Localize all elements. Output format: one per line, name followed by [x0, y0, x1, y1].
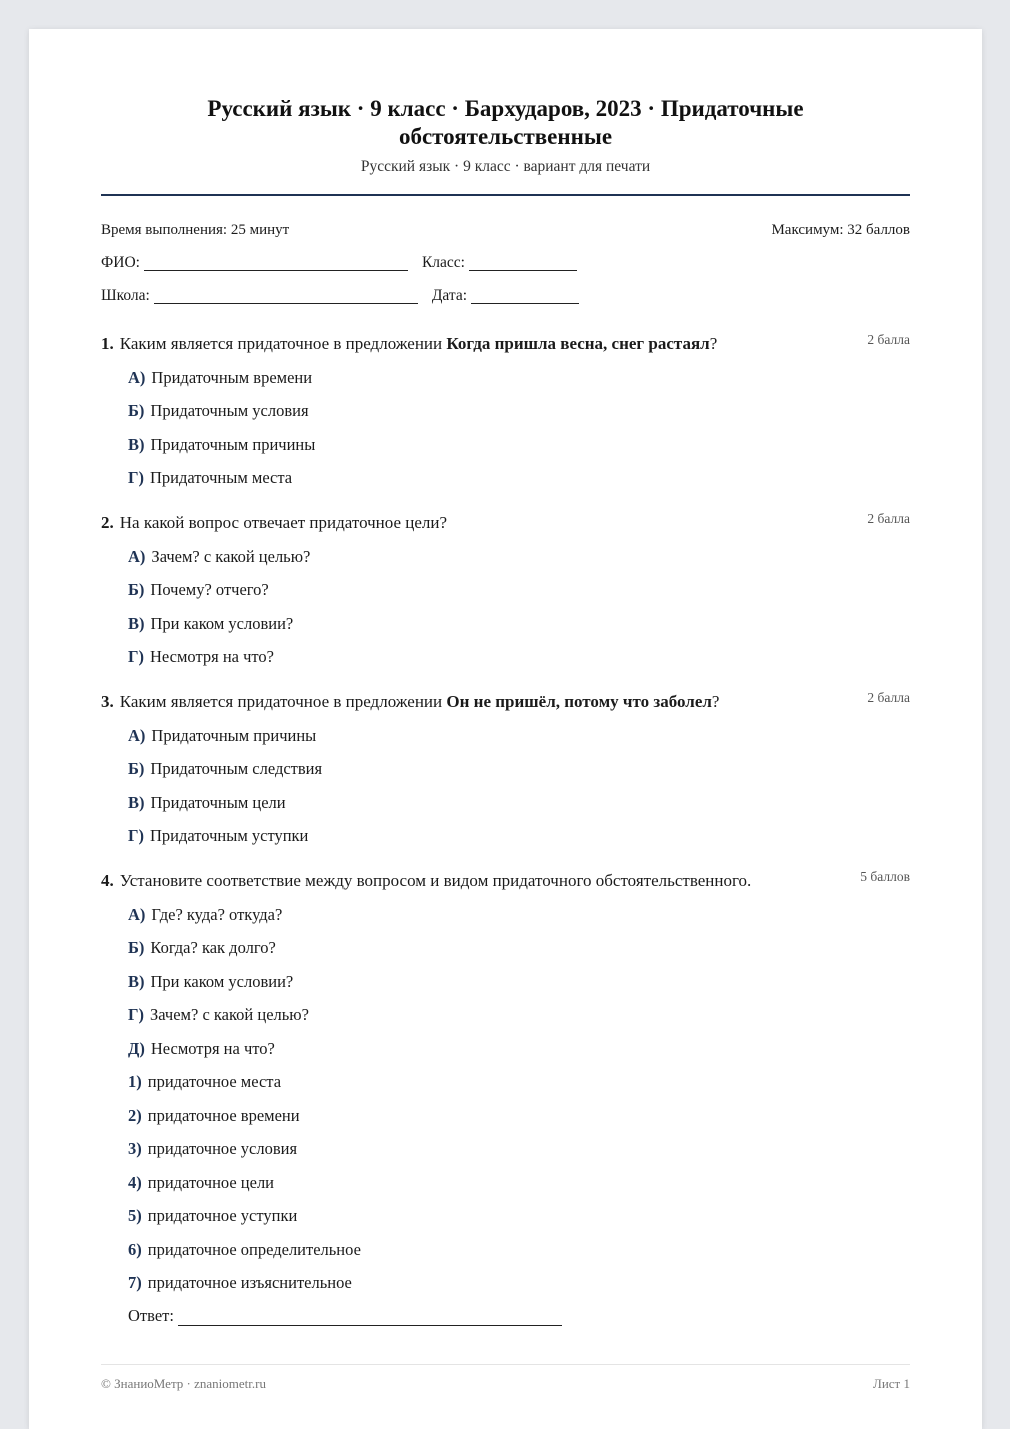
- match-item-2[interactable]: [128, 1106, 910, 1126]
- question-sentence: Когда пришла весна, снег растаял: [446, 334, 710, 353]
- option-text: Придаточным времени: [151, 367, 313, 387]
- option-text: Где? куда? откуда?: [151, 904, 283, 924]
- option-text: Несмотря на что?: [150, 1038, 275, 1058]
- match-item-7[interactable]: [128, 1273, 910, 1293]
- option-letter: Д): [128, 1038, 145, 1058]
- option-text: Зачем? с какой целью?: [150, 1005, 309, 1024]
- option-text: придаточное времени: [147, 1105, 300, 1125]
- option-b[interactable]: [128, 580, 910, 600]
- option-v[interactable]: [128, 972, 910, 992]
- match-item-1[interactable]: [128, 1072, 910, 1092]
- fio-label: ФИО:: [101, 254, 140, 271]
- school-date-row: [101, 288, 910, 304]
- question-points: 2 балла: [867, 690, 910, 705]
- options-list: [128, 726, 910, 847]
- max-score: Максимум: 32 баллов: [771, 222, 910, 238]
- option-letter: А): [128, 725, 146, 745]
- option-letter: Г): [128, 1005, 144, 1024]
- question-text-end: ?: [709, 334, 718, 353]
- options-list: [128, 368, 910, 489]
- option-text: придаточное цели: [147, 1172, 275, 1192]
- question-text-part: Каким является придаточное в предложении: [119, 334, 447, 353]
- option-d[interactable]: [128, 1039, 910, 1059]
- question-number: 2.: [101, 513, 114, 532]
- class-label: Класс:: [421, 254, 465, 271]
- options-list: [128, 547, 910, 668]
- option-text: придаточное изъяснительное: [147, 1273, 352, 1292]
- option-text: Придаточным места: [150, 468, 293, 487]
- option-letter: Б): [128, 938, 145, 957]
- header-divider: [101, 194, 910, 196]
- date-label: Дата:: [431, 287, 468, 304]
- option-v[interactable]: [128, 435, 910, 455]
- option-letter: 4): [128, 1172, 142, 1192]
- question-points: 5 баллов: [860, 869, 910, 884]
- date-field[interactable]: [471, 290, 579, 304]
- answer-label: Ответ:: [128, 1306, 174, 1325]
- option-letter: 6): [128, 1239, 142, 1259]
- option-letter: 1): [128, 1072, 142, 1091]
- question-points: 2 балла: [867, 332, 910, 347]
- option-letter: В): [128, 792, 145, 812]
- fio-class-row: [101, 255, 910, 271]
- option-text: Придаточным уступки: [150, 826, 309, 845]
- option-b[interactable]: [128, 938, 910, 958]
- question-text-part: Установите соответствие между вопросом и видом придаточного обстоятельственного.: [119, 871, 752, 890]
- answer-row: [128, 1306, 910, 1326]
- question-text-end: ?: [711, 692, 720, 711]
- question-text: [101, 334, 717, 354]
- option-b[interactable]: [128, 759, 910, 779]
- match-item-6[interactable]: [128, 1240, 910, 1260]
- question-points: 2 балла: [867, 511, 910, 526]
- option-letter: Б): [128, 580, 145, 599]
- option-letter: 3): [128, 1139, 142, 1158]
- option-text: Придаточным цели: [150, 792, 286, 812]
- option-text: При каком условии?: [150, 971, 294, 991]
- question-text-part: На какой вопрос отвечает придаточное цели?: [119, 513, 448, 532]
- question-number: 1.: [101, 334, 114, 353]
- option-text: придаточное уступки: [147, 1206, 298, 1225]
- options-list: [128, 905, 910, 1294]
- option-letter: Г): [128, 826, 144, 845]
- option-text: Несмотря на что?: [150, 647, 274, 666]
- question-text-part: Каким является придаточное в предложении: [119, 692, 447, 711]
- option-a[interactable]: [128, 368, 910, 388]
- document-title: Русский язык · 9 класс · Бархударов, 2023 · Придаточные обстоятельственные: [207, 96, 804, 149]
- meta-row: [101, 222, 910, 238]
- question-number: 4.: [101, 871, 114, 890]
- question-text: [101, 871, 751, 891]
- question-sentence: Он не пришёл, потому что заболел: [446, 692, 712, 711]
- question-text: [101, 692, 719, 712]
- option-letter: А): [128, 367, 146, 387]
- option-letter: 2): [128, 1105, 142, 1125]
- option-g[interactable]: [128, 647, 910, 667]
- question-2: [101, 513, 910, 667]
- page-footer: [101, 1364, 910, 1392]
- option-letter: Б): [128, 759, 145, 778]
- document-subtitle: Русский язык · 9 класс · вариант для печати: [360, 158, 651, 175]
- worksheet-page: [29, 29, 982, 1429]
- option-letter: В): [128, 971, 145, 991]
- footer-copyright: © ЗнаниоМетр · znaniometr.ru: [101, 1376, 266, 1391]
- option-v[interactable]: [128, 614, 910, 634]
- option-g[interactable]: [128, 826, 910, 846]
- option-letter: 5): [128, 1206, 142, 1225]
- time-limit: Время выполнения: 25 минут: [101, 222, 290, 238]
- option-text: Придаточным следствия: [150, 759, 323, 778]
- option-text: Зачем? с какой целью?: [151, 546, 311, 566]
- option-text: При каком условии?: [150, 613, 294, 633]
- option-letter: В): [128, 613, 145, 633]
- school-field[interactable]: [154, 290, 418, 304]
- option-text: придаточное условия: [147, 1139, 298, 1158]
- option-letter: Б): [128, 401, 145, 420]
- option-letter: А): [128, 546, 146, 566]
- option-letter: А): [128, 904, 146, 924]
- option-g[interactable]: [128, 1005, 910, 1025]
- question-4: [101, 871, 910, 1326]
- question-3: [101, 692, 910, 846]
- option-text: Придаточным условия: [150, 401, 309, 420]
- option-v[interactable]: [128, 793, 910, 813]
- option-letter: Г): [128, 468, 144, 487]
- option-a[interactable]: [128, 547, 910, 567]
- option-text: придаточное места: [147, 1072, 282, 1091]
- option-a[interactable]: [128, 905, 910, 925]
- fio-field[interactable]: [144, 257, 408, 271]
- option-a[interactable]: [128, 726, 910, 746]
- school-label: Школа:: [101, 287, 150, 304]
- question-1: [101, 334, 910, 488]
- option-g[interactable]: [128, 468, 910, 488]
- option-letter: В): [128, 434, 145, 454]
- footer-page-number: Лист 1: [873, 1376, 910, 1391]
- class-field[interactable]: [469, 257, 577, 271]
- option-letter: 7): [128, 1273, 142, 1292]
- match-item-4[interactable]: [128, 1173, 910, 1193]
- document-header: [101, 95, 910, 177]
- match-item-3[interactable]: [128, 1139, 910, 1159]
- option-text: Когда? как долго?: [150, 938, 276, 957]
- option-text: придаточное определительное: [147, 1239, 361, 1259]
- question-number: 3.: [101, 692, 114, 711]
- option-letter: Г): [128, 647, 144, 666]
- match-item-5[interactable]: [128, 1206, 910, 1226]
- option-text: Придаточным причины: [151, 725, 317, 745]
- option-text: Придаточным причины: [150, 434, 316, 454]
- option-b[interactable]: [128, 401, 910, 421]
- answer-field[interactable]: [178, 1310, 562, 1326]
- question-text: [101, 513, 447, 533]
- option-text: Почему? отчего?: [150, 580, 269, 599]
